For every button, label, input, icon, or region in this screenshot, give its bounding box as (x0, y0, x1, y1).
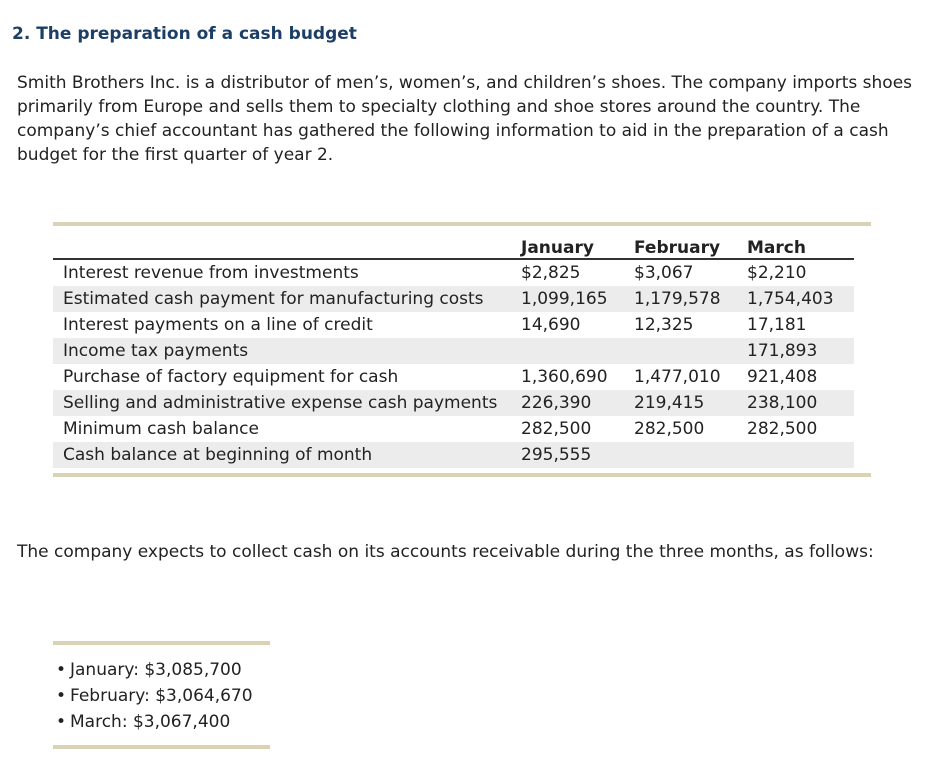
table-row (53, 390, 854, 416)
cell-february: 219,415 (634, 390, 747, 416)
cell-january: 1,099,165 (521, 286, 634, 312)
cell-january (521, 338, 634, 364)
table-row (53, 442, 854, 468)
row-label: Interest revenue from investments (63, 263, 359, 283)
row-label: Interest payments on a line of credit (63, 315, 373, 335)
table-header-row (53, 234, 854, 259)
header-february: February (634, 234, 747, 259)
collection-february: February: $3,064,670 (70, 686, 253, 706)
budget-table (53, 234, 854, 468)
list-item (53, 709, 270, 735)
row-label: Selling and administrative expense cash payments (53, 390, 521, 416)
cell-february: 1,477,010 (634, 367, 721, 387)
cell-march (747, 442, 854, 468)
collections-list (53, 657, 270, 735)
bullet-icon: • (56, 712, 67, 732)
table-row (53, 312, 854, 338)
row-label: Minimum cash balance (63, 419, 259, 439)
cell-march: 282,500 (747, 419, 818, 439)
row-label: Purchase of factory equipment for cash (63, 367, 399, 387)
header-january: January (521, 234, 634, 259)
list-item (53, 683, 270, 709)
bullet-icon: • (56, 660, 67, 680)
collections-list-container (53, 641, 270, 749)
table-row (53, 286, 854, 312)
cell-february (634, 338, 747, 364)
header-blank (53, 234, 521, 259)
row-label: Estimated cash payment for manufacturing costs (53, 286, 521, 312)
cell-january: 1,360,690 (521, 367, 608, 387)
table-row (53, 259, 854, 286)
table-row (53, 364, 854, 390)
collections-paragraph: The company expects to collect cash on its accounts receivable during the three months, as follows: (17, 542, 874, 562)
cell-january: 14,690 (521, 315, 581, 335)
cell-march: 171,893 (747, 338, 854, 364)
list-item (53, 657, 270, 683)
cell-march: 921,408 (747, 367, 818, 387)
cell-january: 295,555 (521, 442, 634, 468)
budget-table-container (53, 222, 871, 477)
cell-january: $2,825 (521, 263, 581, 283)
row-label: Income tax payments (53, 338, 521, 364)
section-heading: 2. The preparation of a cash budget (12, 24, 357, 44)
collection-march: March: $3,067,400 (70, 712, 231, 732)
cell-february: 1,179,578 (634, 286, 747, 312)
bullet-icon: • (56, 686, 67, 706)
cell-march: 1,754,403 (747, 286, 854, 312)
cell-january: 226,390 (521, 390, 634, 416)
cell-january: 282,500 (521, 419, 592, 439)
header-march: March (747, 234, 854, 259)
cell-march: 238,100 (747, 390, 854, 416)
intro-paragraph: Smith Brothers Inc. is a distributor of men’s, women’s, and children’s shoes. The company imports shoes primarily from Europe and sells them to specialty clothing and shoe stores around the country. The company’s chief accountant has gathered the following information to aid in the preparation of a cash budget for the first quarter of year 2. (17, 73, 913, 165)
cell-february: 282,500 (634, 419, 705, 439)
table-row (53, 338, 854, 364)
cell-march: 17,181 (747, 315, 807, 335)
cell-february (634, 442, 747, 468)
cell-february: 12,325 (634, 315, 694, 335)
collection-january: January: $3,085,700 (70, 660, 242, 680)
cell-march: $2,210 (747, 263, 807, 283)
row-label: Cash balance at beginning of month (53, 442, 521, 468)
cell-february: $3,067 (634, 263, 694, 283)
table-row (53, 416, 854, 442)
